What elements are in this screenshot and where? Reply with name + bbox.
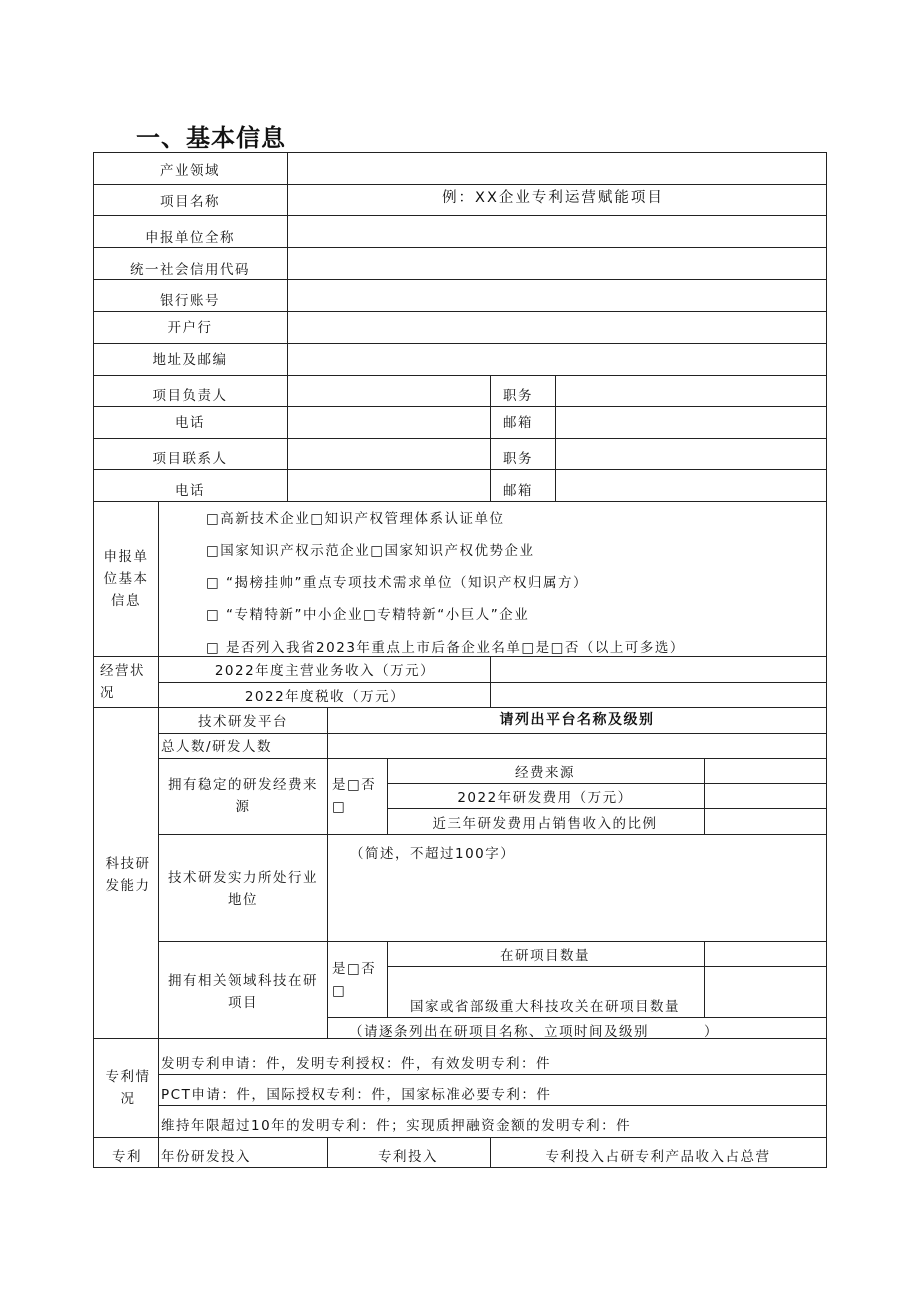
label-tax: 2022年度税收（万元） [244,689,406,705]
project-name-example: 例：XX企业专利运营赋能项目 [442,190,664,206]
platform-hint: 请列出平台名称及级别 [499,712,655,728]
label-phone-2: 电话 [175,483,205,499]
label-strength: 技术研发实力所处行业地位 [168,870,318,908]
stable-funding-yes-no[interactable]: 是□否□ [332,777,377,815]
label-position-1: 职务 [503,388,533,404]
label-revenue: 2022年度主营业务收入（万元） [214,663,436,679]
col-patent-input: 专利投入 [378,1149,438,1165]
label-email-1: 邮箱 [503,415,533,431]
label-patent: 专利情况 [105,1069,151,1107]
label-unit-info: 申报单位基本信息 [103,549,149,609]
label-ongoing: 拥有相关领域科技在研项目 [168,973,318,1011]
label-applicant-name: 申报单位全称 [145,230,235,246]
label-project-name: 项目名称 [160,194,220,210]
label-project-leader: 项目负责人 [152,388,228,404]
label-email-2: 邮箱 [503,483,533,499]
patent-row-3: 维持年限超过10年的发明专利：件；实现质押融资金额的发明专利：件 [161,1118,632,1134]
label-address: 地址及邮编 [152,352,228,368]
patent-row-2: PCT申请：件，国际授权专利：件，国家标准必要专利：件 [161,1087,552,1103]
list-hint: （请逐条列出在研项目名称、立项时间及级别 [349,1024,649,1040]
label-rd-ratio: 近三年研发费用占销售收入的比例 [432,816,658,832]
col-year-rd: 年份研发投入 [161,1149,251,1165]
patent-row-1: 发明专利申请：件，发明专利授权：件，有效发明专利：件 [161,1056,551,1072]
unit-option-3: □ “揭榜挂帅”重点专项技术需求单位（知识产权归属方） [206,575,589,591]
unit-option-1: □高新技术企业□知识产权管理体系认证单位 [206,511,505,527]
label-platform: 技术研发平台 [198,714,288,730]
label-funding-source: 经费来源 [515,765,575,781]
ongoing-yes-no[interactable]: 是□否□ [332,961,377,999]
label-bank: 开户行 [167,320,213,336]
label-tech: 科技研发能力 [105,856,151,894]
label-major-count: 国家或省部级重大科技攻关在研项目数量 [410,999,680,1015]
label-rd-expense: 2022年研发费用（万元） [457,790,633,806]
unit-option-2: □国家知识产权示范企业□国家知识产权优势企业 [206,543,535,559]
strength-hint: （简述，不超过100字） [350,846,516,862]
label-bottom-patent: 专利 [112,1149,142,1165]
label-position-2: 职务 [503,451,533,467]
label-operation: 经营状况 [100,663,145,701]
label-credit-code: 统一社会信用代码 [130,262,250,278]
label-phone-1: 电话 [175,415,205,431]
list-hint-close: ） [704,1024,719,1040]
section-title: 一、基本信息 [136,124,286,152]
label-project-contact: 项目联系人 [152,451,228,467]
label-bank-account: 银行账号 [160,293,220,309]
col-patent-ratio: 专利投入占研专利产品收入占总营 [545,1149,771,1165]
unit-option-4: □ “专精特新”中小企业□专精特新“小巨人”企业 [206,607,530,623]
unit-option-5: □ 是否列入我省2023年重点上市后备企业名单□是□否（以上可多选） [206,640,685,656]
label-stable-funding: 拥有稳定的研发经费来源 [168,777,318,815]
label-industry: 产业领域 [160,163,220,179]
label-staff: 总人数/研发人数 [161,739,273,755]
label-ongoing-count: 在研项目数量 [500,948,590,964]
